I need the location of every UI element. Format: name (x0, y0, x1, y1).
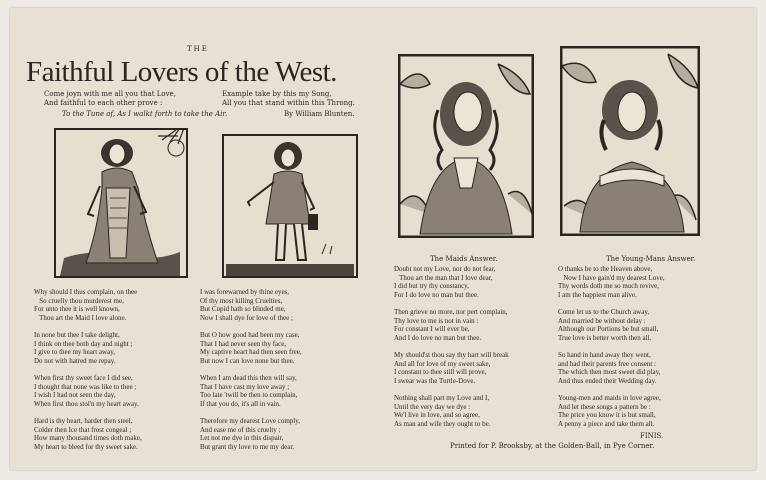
woodcut-woman-small (54, 128, 188, 278)
woodcut-man-portrait (398, 54, 534, 238)
title-prefix: THE (187, 45, 209, 53)
woodcut-woman-portrait (560, 46, 700, 236)
finis-mark: FINIS. (640, 432, 664, 440)
young-man-answer-verse: O thanks be to the Heaven above, Now I have gain'd my dearest Love, Thy words doth me so much revive, I am the happiest man alive. Come let us to the Church away, And married be without delay : Although our Portions be but small, True love is better worth then all. So hand in hand away they went, and had their parents free consent : The which then most sweet did play, And thus ended their Wedding day. Young-men and maids in love agree, And let these songs a pattern be : The price you know it is but small, A penny a piece and take them all. (558, 265, 665, 428)
printer-imprint: Printed for P. Brooksby, at the Golden-Ball, in Pye Corner. (450, 442, 655, 450)
tune-line: To the Tune of, As I walkt forth to take the Air. (62, 110, 228, 118)
intro-left-1: Come joyn with me all you that Love, (44, 90, 176, 98)
broadside-sheet (10, 8, 756, 470)
intro-right-1: Example take by this my Song, (222, 90, 332, 98)
author-line: By William Blunten. (284, 110, 355, 118)
ballad-title: Faithful Lovers of the West. (26, 56, 337, 88)
young-man-answer-heading: The Young-Mans Answer. (606, 255, 696, 263)
intro-left-2: And faithful to each other prove : (44, 99, 163, 107)
verse-part1-right: I was forewarned by thine eyes, Of thy most killing Cruelties, But Cupid hath so blinded me, Now I shall dye for love of thee ; But O how good had been my case, That I had never seen thy face, My captive heart had then seen free, But now I can love none but thee. When I am dead this then will say, That I have cast my love away ; Too late 'twill be then to complain, If that you do, it's all in vain. Therefore my dearest Love comply, And ease me of this cruelty ; Let not me dye in this dispair, But grant thy love to me my dear. (200, 288, 302, 451)
intro-right-2: All you that stand within this Throng. (222, 99, 355, 107)
maid-answer-heading: The Maids Answer. (430, 255, 498, 263)
maid-answer-verse: Doubt not my Love, nor do not fear, Thou art the man that I love dear, I did but try thy constancy, For I do love no man but thee. Then grieve no more, nor pert complain, Thy love to me is not in vain : For constant I will ever be, And I do love no man but thee. My should'st thou say thy hart will break And all for love of my sweet sake, I constant to thee still will prove, I swear was the Turtle-Dove. Nothing shall part my Love and I, Until the very day we dye : We'l live in love, and so agree, As man and wife they ought to be. (394, 265, 509, 428)
woodcut-man-small (222, 134, 358, 278)
verse-part1-left: Why should I thus complain, on thee So cruelly thou murderest me, For unto thee it is well known, Thou art the Maid I love alone. In none but thee I take delight, I think on thee both day and night ; I give to thee my heart away, Do not with hatred me repay. When first thy sweet face I did see, I thought that none was like to thee ; I wish I had not seen the day, When first thou stol'n my heart away. Hard is thy heart, harder then steel, Colder then Ice that frost congeal ; How many thousand times doth make, My heart to bleed for thy sweet sake. (34, 288, 142, 451)
